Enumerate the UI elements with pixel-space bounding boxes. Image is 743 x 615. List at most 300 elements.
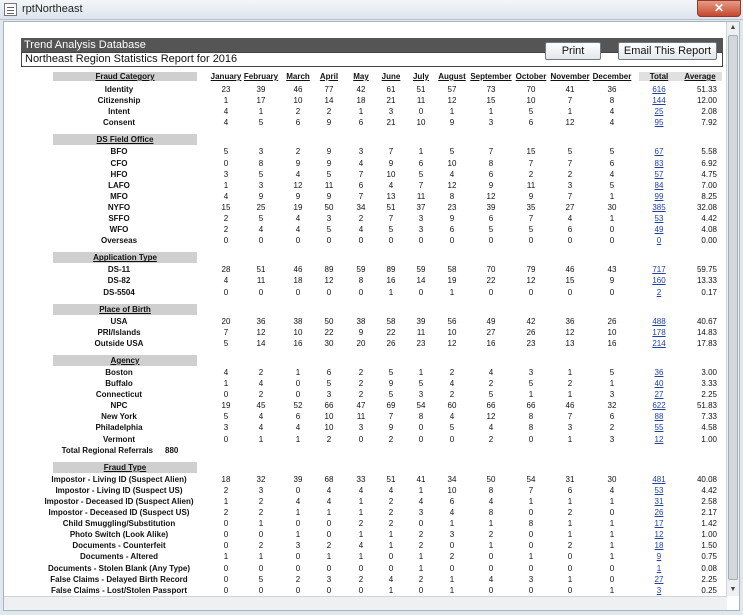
- cell-value: 0: [388, 563, 394, 573]
- cell-value: 2: [223, 214, 229, 223]
- cell-value: 42: [526, 316, 536, 326]
- cell-value: 2: [326, 107, 332, 117]
- row-total-link[interactable]: 385: [652, 202, 666, 212]
- cell-value: 66: [324, 401, 334, 411]
- cell-value: 4: [609, 485, 615, 495]
- cell-value: 3: [488, 118, 494, 128]
- cell-value: 10: [416, 118, 426, 128]
- cell-value: 0: [449, 541, 455, 551]
- vertical-scrollbar[interactable]: [726, 22, 739, 596]
- cell-value: 4: [488, 496, 494, 506]
- row-average: 4.42: [701, 214, 717, 223]
- cell-value: 1: [358, 508, 364, 517]
- cell-value: 2: [258, 508, 264, 517]
- row-total-link[interactable]: 27: [654, 574, 664, 584]
- cell-value: 0: [528, 585, 534, 595]
- cell-value: 10: [293, 327, 303, 337]
- cell-value: 0: [609, 508, 615, 517]
- row-label: Buffalo: [105, 379, 133, 388]
- cell-value: 0: [326, 519, 332, 529]
- cell-value: 12: [565, 327, 575, 337]
- cell-value: 0: [418, 287, 424, 297]
- cell-value: 7: [488, 147, 494, 157]
- cell-value: 0: [223, 434, 229, 444]
- cell-value: 5: [609, 367, 615, 377]
- cell-value: 14: [324, 96, 334, 106]
- cell-value: 2: [295, 107, 301, 117]
- cell-value: 0: [528, 530, 534, 540]
- cell-value: 2: [358, 390, 364, 400]
- cell-value: 9: [258, 191, 264, 201]
- cell-value: 0: [528, 563, 534, 573]
- cell-value: 5: [223, 412, 229, 422]
- cell-value: 1: [567, 530, 573, 540]
- cell-value: 1: [528, 390, 534, 400]
- cell-value: 46: [565, 401, 575, 411]
- cell-value: 5: [567, 147, 573, 157]
- grand-total-value: 880: [165, 445, 179, 455]
- cell-value: 6: [609, 412, 615, 422]
- row-average: 40.08: [696, 474, 717, 484]
- row-average: 13.33: [696, 276, 717, 286]
- month-column-header: February: [243, 72, 279, 81]
- row-average: 0.08: [701, 563, 717, 573]
- cell-value: 2: [388, 434, 394, 444]
- cell-value: 0: [258, 236, 264, 246]
- month-column-header: September: [470, 72, 512, 81]
- cell-value: 0: [295, 236, 301, 246]
- report-body[interactable]: [4, 22, 727, 610]
- cell-value: 0: [326, 585, 332, 595]
- row-average: 2.58: [701, 496, 717, 506]
- cell-value: 10: [607, 327, 617, 337]
- row-label: BFO: [110, 147, 128, 157]
- cell-value: 0: [295, 379, 301, 388]
- cell-value: 0: [528, 287, 534, 297]
- row-average: 0.75: [701, 552, 717, 562]
- cell-value: 12: [447, 338, 457, 348]
- cell-value: 30: [607, 474, 617, 484]
- cell-value: 2: [567, 508, 573, 517]
- print-button[interactable]: Print: [545, 42, 601, 60]
- row-total-link[interactable]: 160: [652, 276, 666, 286]
- cell-value: 2: [609, 423, 615, 433]
- row-total-link[interactable]: 53: [654, 485, 664, 495]
- row-total-link[interactable]: 88: [654, 412, 664, 422]
- cell-value: 58: [386, 316, 396, 326]
- cell-value: 23: [416, 338, 426, 348]
- row-label: DS-5504: [103, 287, 135, 297]
- row-total-link[interactable]: 83: [654, 158, 664, 168]
- cell-value: 7: [223, 327, 229, 337]
- cell-value: 11: [416, 191, 426, 201]
- cell-value: 0: [326, 236, 332, 246]
- cell-value: 0: [258, 287, 264, 297]
- cell-value: 5: [258, 574, 264, 584]
- row-total-link[interactable]: 27: [654, 390, 664, 400]
- row-total-link[interactable]: 1: [656, 563, 662, 573]
- cell-value: 2: [258, 541, 264, 551]
- cell-value: 2: [567, 379, 573, 388]
- cell-value: 2: [449, 367, 455, 377]
- month-column-header: October: [515, 72, 547, 81]
- cell-value: 8: [528, 423, 534, 433]
- cell-value: 20: [356, 338, 366, 348]
- cell-value: 9: [388, 423, 394, 433]
- cell-value: 10: [447, 485, 457, 495]
- row-total-link[interactable]: 2: [656, 287, 662, 297]
- cell-value: 33: [356, 474, 366, 484]
- row-label: SFFO: [108, 214, 130, 223]
- row-average: 5.58: [701, 147, 717, 157]
- row-total-link[interactable]: 12: [654, 530, 664, 540]
- cell-value: 0: [449, 434, 455, 444]
- cell-value: 5: [388, 367, 394, 377]
- cell-value: 4: [223, 107, 229, 117]
- cell-value: 18: [293, 276, 303, 286]
- cell-value: 10: [526, 96, 536, 106]
- row-label: Documents - Altered: [80, 552, 158, 562]
- cell-value: 23: [221, 85, 231, 94]
- cell-value: 22: [386, 327, 396, 337]
- cell-value: 1: [528, 552, 534, 562]
- cell-value: 41: [416, 474, 426, 484]
- month-column-header: May: [353, 72, 369, 81]
- row-total-link[interactable]: 17: [654, 519, 664, 529]
- cell-value: 1: [358, 552, 364, 562]
- cell-value: 8: [358, 276, 364, 286]
- cell-value: 5: [449, 147, 455, 157]
- row-label: NYFO: [107, 202, 131, 212]
- row-total-link[interactable]: 49: [654, 225, 664, 235]
- cell-value: 0: [567, 287, 573, 297]
- row-total-link[interactable]: 67: [654, 147, 664, 157]
- cell-value: 0: [488, 552, 494, 562]
- cell-value: 4: [488, 423, 494, 433]
- cell-value: 4: [223, 191, 229, 201]
- cell-value: 2: [567, 169, 573, 179]
- cell-value: 0: [295, 563, 301, 573]
- cell-value: 2: [567, 541, 573, 551]
- cell-value: 0: [223, 585, 229, 595]
- cell-value: 2: [295, 574, 301, 584]
- cell-value: 0: [418, 107, 424, 117]
- row-average: 12.00: [696, 96, 717, 106]
- row-total-link[interactable]: 12: [654, 434, 664, 444]
- cell-value: 28: [221, 265, 231, 275]
- row-total-link[interactable]: 717: [652, 265, 666, 275]
- section-header: Fraud Type: [53, 462, 197, 473]
- cell-value: 19: [447, 276, 457, 286]
- cell-value: 1: [295, 367, 301, 377]
- row-label: Impostor - Deceased ID (Suspect Alien): [44, 496, 194, 506]
- cell-value: 10: [293, 96, 303, 106]
- cell-value: 6: [358, 118, 364, 128]
- row-total-link[interactable]: 57: [654, 169, 664, 179]
- cell-value: 50: [324, 316, 334, 326]
- cell-value: 26: [386, 338, 396, 348]
- cell-value: 59: [416, 265, 426, 275]
- scroll-up-icon[interactable]: ▲: [729, 24, 737, 31]
- row-total-link[interactable]: 99: [654, 191, 664, 201]
- cell-value: 4: [258, 412, 264, 422]
- row-total-link[interactable]: 178: [652, 327, 666, 337]
- cell-value: 1: [388, 287, 394, 297]
- row-label: DS-11: [107, 265, 131, 275]
- cell-value: 10: [447, 158, 457, 168]
- cell-value: 11: [526, 180, 536, 190]
- row-total-link[interactable]: 9: [656, 552, 662, 562]
- scroll-thumb[interactable]: [728, 35, 738, 580]
- cell-value: 2: [388, 496, 394, 506]
- horizontal-scrollbar[interactable]: [4, 596, 727, 610]
- row-total-link[interactable]: 36: [654, 367, 664, 377]
- cell-value: 7: [567, 191, 573, 201]
- cell-value: 58: [447, 265, 457, 275]
- cell-value: 27: [486, 327, 496, 337]
- cell-value: 1: [258, 434, 264, 444]
- cell-value: 73: [486, 85, 496, 94]
- cell-value: 7: [528, 158, 534, 168]
- cell-value: 0: [223, 390, 229, 400]
- cell-value: 0: [609, 574, 615, 584]
- cell-value: 4: [358, 225, 364, 235]
- cell-value: 34: [356, 202, 366, 212]
- cell-value: 2: [223, 225, 229, 235]
- cell-value: 4: [223, 118, 229, 128]
- row-total-link[interactable]: 616: [652, 85, 666, 94]
- row-total-link[interactable]: 25: [654, 107, 664, 117]
- cell-value: 37: [416, 202, 426, 212]
- cell-value: 12: [526, 276, 536, 286]
- row-total-link[interactable]: 31: [654, 496, 664, 506]
- cell-value: 0: [388, 236, 394, 246]
- cell-value: 7: [388, 214, 394, 223]
- cell-value: 51: [386, 474, 396, 484]
- cell-value: 34: [447, 474, 457, 484]
- cell-value: 3: [528, 574, 534, 584]
- cell-value: 9: [326, 158, 332, 168]
- cell-value: 12: [447, 180, 457, 190]
- cell-value: 3: [609, 390, 615, 400]
- row-average: 51.83: [696, 401, 717, 411]
- email-report-button[interactable]: Email This Report: [618, 42, 717, 60]
- cell-value: 36: [256, 316, 266, 326]
- cell-value: 6: [295, 118, 301, 128]
- row-total-link[interactable]: 40: [654, 379, 664, 388]
- row-total-link[interactable]: 144: [652, 96, 666, 106]
- cell-value: 26: [607, 316, 617, 326]
- row-total-link[interactable]: 55: [654, 423, 664, 433]
- month-column-header: March: [286, 72, 310, 81]
- cell-value: 2: [418, 541, 424, 551]
- cell-value: 1: [358, 107, 364, 117]
- row-label: HFO: [110, 169, 128, 179]
- row-total-link[interactable]: 0: [656, 236, 662, 246]
- row-total-link[interactable]: 488: [652, 316, 666, 326]
- cell-value: 0: [358, 585, 364, 595]
- scroll-down-icon[interactable]: ▼: [729, 586, 737, 593]
- cell-value: 5: [528, 107, 534, 117]
- cell-value: 2: [418, 574, 424, 584]
- cell-value: 0: [488, 236, 494, 246]
- cell-value: 5: [388, 225, 394, 235]
- row-average: 1.50: [701, 541, 717, 551]
- cell-value: 12: [324, 276, 334, 286]
- row-total-link[interactable]: 26: [654, 508, 664, 517]
- row-label: Impostor - Living ID (Suspect Alien): [51, 474, 187, 484]
- cell-value: 16: [386, 276, 396, 286]
- cell-value: 26: [526, 327, 536, 337]
- cell-value: 1: [567, 496, 573, 506]
- cell-value: 4: [449, 169, 455, 179]
- row-label: Boston: [105, 367, 133, 377]
- row-total-link[interactable]: 84: [654, 180, 664, 190]
- row-total-link[interactable]: 3: [656, 585, 662, 595]
- cell-value: 22: [486, 276, 496, 286]
- cell-value: 7: [358, 191, 364, 201]
- cell-value: 5: [223, 338, 229, 348]
- cell-value: 5: [418, 169, 424, 179]
- cell-value: 2: [388, 519, 394, 529]
- cell-value: 3: [326, 574, 332, 584]
- cell-value: 5: [528, 225, 534, 235]
- cell-value: 17: [256, 96, 266, 106]
- row-label: False Claims - Delayed Birth Record: [50, 574, 188, 584]
- cell-value: 4: [609, 118, 615, 128]
- cell-value: 1: [388, 585, 394, 595]
- row-average: 2.25: [701, 390, 717, 400]
- cell-value: 1: [295, 530, 301, 540]
- row-label: Impostor - Deceased ID (Suspect US): [48, 508, 190, 517]
- cell-value: 0: [358, 287, 364, 297]
- cell-value: 0: [326, 287, 332, 297]
- row-average: 2.17: [701, 508, 717, 517]
- cell-value: 1: [223, 496, 229, 506]
- cell-value: 43: [607, 265, 617, 275]
- cell-value: 0: [528, 541, 534, 551]
- row-average: 0.25: [701, 585, 717, 595]
- cell-value: 1: [388, 541, 394, 551]
- cell-value: 6: [567, 225, 573, 235]
- cell-value: 0: [326, 563, 332, 573]
- cell-value: 0: [449, 236, 455, 246]
- cell-value: 9: [295, 158, 301, 168]
- cell-value: 4: [326, 496, 332, 506]
- month-column-header: January: [210, 72, 242, 81]
- row-average: 7.92: [701, 118, 717, 128]
- cell-value: 4: [488, 367, 494, 377]
- row-total-link[interactable]: 18: [654, 541, 664, 551]
- cell-value: 4: [609, 107, 615, 117]
- cell-value: 0: [528, 434, 534, 444]
- report-icon: [4, 3, 17, 16]
- row-average: 7.00: [701, 180, 717, 190]
- cell-value: 12: [293, 180, 303, 190]
- cell-value: 9: [295, 191, 301, 201]
- cell-value: 3: [418, 508, 424, 517]
- cell-value: 89: [324, 265, 334, 275]
- row-label: Intent: [108, 107, 130, 117]
- row-total-link[interactable]: 214: [652, 338, 666, 348]
- cell-value: 4: [223, 367, 229, 377]
- cell-value: 0: [223, 541, 229, 551]
- cell-value: 1: [609, 552, 615, 562]
- cell-value: 4: [258, 225, 264, 235]
- grand-total-label: Total Regional Referrals: [61, 445, 153, 455]
- cell-value: 0: [223, 236, 229, 246]
- cell-value: 9: [609, 276, 615, 286]
- cell-value: 12: [486, 412, 496, 422]
- cell-value: 0: [223, 519, 229, 529]
- cell-value: 6: [418, 158, 424, 168]
- row-label: Citizenship: [97, 96, 141, 106]
- cell-value: 4: [418, 496, 424, 506]
- row-average: 40.67: [696, 316, 717, 326]
- cell-value: 3: [223, 423, 229, 433]
- cell-value: 6: [528, 118, 534, 128]
- cell-value: 22: [324, 327, 334, 337]
- cell-value: 0: [609, 287, 615, 297]
- cell-value: 2: [528, 169, 534, 179]
- cell-value: 42: [356, 85, 366, 94]
- cell-value: 15: [221, 202, 231, 212]
- row-total-link[interactable]: 481: [652, 474, 666, 484]
- cell-value: 1: [609, 379, 615, 388]
- cell-value: 1: [609, 496, 615, 506]
- cell-value: 0: [449, 563, 455, 573]
- row-average: 1.00: [701, 530, 717, 540]
- cell-value: 1: [449, 287, 455, 297]
- cell-value: 1: [223, 379, 229, 388]
- cell-value: 5: [326, 225, 332, 235]
- cell-value: 1: [418, 367, 424, 377]
- cell-value: 5: [326, 169, 332, 179]
- cell-value: 1: [358, 496, 364, 506]
- cell-value: 1: [528, 496, 534, 506]
- cell-value: 4: [358, 541, 364, 551]
- cell-value: 1: [488, 107, 494, 117]
- cell-value: 1: [449, 585, 455, 595]
- close-icon[interactable]: ✕: [697, 0, 741, 17]
- cell-value: 1: [609, 530, 615, 540]
- row-label: Impostor - Living ID (Suspect US): [55, 485, 183, 495]
- cell-value: 15: [486, 96, 496, 106]
- row-label: Connecticut: [95, 390, 143, 400]
- row-total-link[interactable]: 95: [654, 118, 664, 128]
- row-label: LAFO: [108, 180, 130, 190]
- cell-value: 66: [486, 401, 496, 411]
- cell-value: 0: [223, 530, 229, 540]
- cell-value: 3: [528, 367, 534, 377]
- cell-value: 6: [488, 214, 494, 223]
- cell-value: 2: [295, 147, 301, 157]
- cell-value: 27: [565, 202, 575, 212]
- row-total-link[interactable]: 622: [652, 401, 666, 411]
- row-label: CFO: [110, 158, 128, 168]
- cell-value: 14: [416, 276, 426, 286]
- cell-value: 0: [258, 563, 264, 573]
- row-average: 59.75: [696, 265, 717, 275]
- cell-value: 0: [488, 563, 494, 573]
- row-total-link[interactable]: 53: [654, 214, 664, 223]
- row-average: 0.17: [701, 287, 717, 297]
- cell-value: 5: [388, 390, 394, 400]
- cell-value: 0: [388, 552, 394, 562]
- cell-value: 6: [326, 367, 332, 377]
- cell-value: 1: [418, 552, 424, 562]
- row-average: 4.08: [701, 225, 717, 235]
